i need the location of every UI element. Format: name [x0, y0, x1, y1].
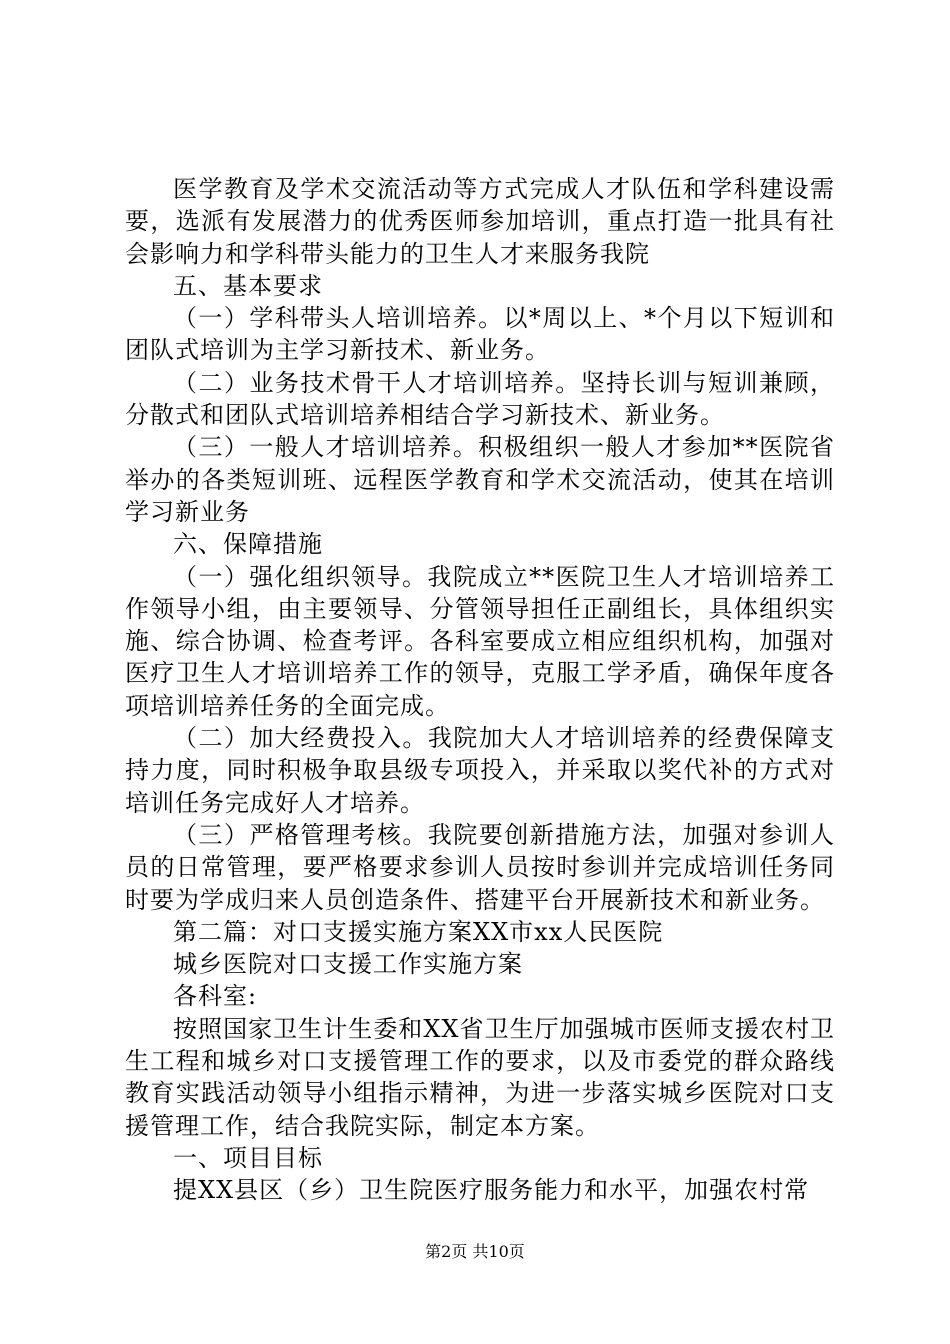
section-heading: 六、保障措施	[173, 530, 323, 559]
part-title: 第二篇：对口支援实施方案XX市xx人民医院	[173, 917, 664, 946]
paragraph: （三）严格管理考核。我院要创新措施方法，加强对参训人员的日常管理，要严格要求参训人员按时参训并完成培训任务同时要为学成归来人员创造条件、搭建平台开展新技术和新业务。	[125, 820, 835, 914]
document-body	[125, 173, 835, 1207]
document-title: 城乡医院对口支援工作实施方案	[173, 950, 523, 979]
paragraph: 医学教育及学术交流活动等方式完成人才队伍和学科建设需要，选派有发展潜力的优秀医师参加培训，重点打造一批具有社会影响力和学科带头能力的卫生人才来服务我院	[125, 175, 835, 268]
salutation: 各科室:	[173, 982, 258, 1011]
paragraph: 按照国家卫生计生委和XX省卫生厅加强城市医师支援农村卫生工程和城乡对口支援管理工作的要求，以及市委党的群众路线教育实践活动领导小组指示精神，为进一步落实城乡医院对口支援管理工作，结合我院实际，制定本方案。	[125, 1014, 835, 1140]
paragraph: （三）一般人才培训培养。积极组织一般人才参加**医院省举办的各类短训班、远程医学教育和学术交流活动，使其在培训学习新业务	[125, 433, 835, 526]
paragraph: （二）加大经费投入。我院加大人才培训培养的经费保障支持力度，同时积极争取县级专项投入，并采取以奖代补的方式对培训任务完成好人才培养。	[125, 724, 835, 817]
paragraph: （二）业务技术骨干人才培训培养。坚持长训与短训兼顾，分散式和团队式培训培养相结合学习新技术、新业务。	[125, 368, 835, 430]
page-number: 第2页 共10页	[425, 1242, 525, 1261]
paragraph: 提XX县区（乡）卫生院医疗服务能力和水平，加强农村常	[173, 1176, 810, 1205]
section-heading: 一、项目目标	[173, 1143, 323, 1172]
paragraph: （一）强化组织领导。我院成立**医院卫生人才培训培养工作领导小组，由主要领导、分管领导担任正副组长，具体组织实施、综合协调、检查考评。各科室要成立相应组织机构，加强对医疗卫生人才培训培养工作的领导，克服工学矛盾，确保年度各项培训培养任务的全面完成。	[125, 562, 835, 720]
paragraph: （一）学科带头人培训培养。以*周以上、*个月以下短训和团队式培训为主学习新技术、新业务。	[125, 304, 835, 365]
section-heading: 五、基本要求	[173, 271, 323, 300]
